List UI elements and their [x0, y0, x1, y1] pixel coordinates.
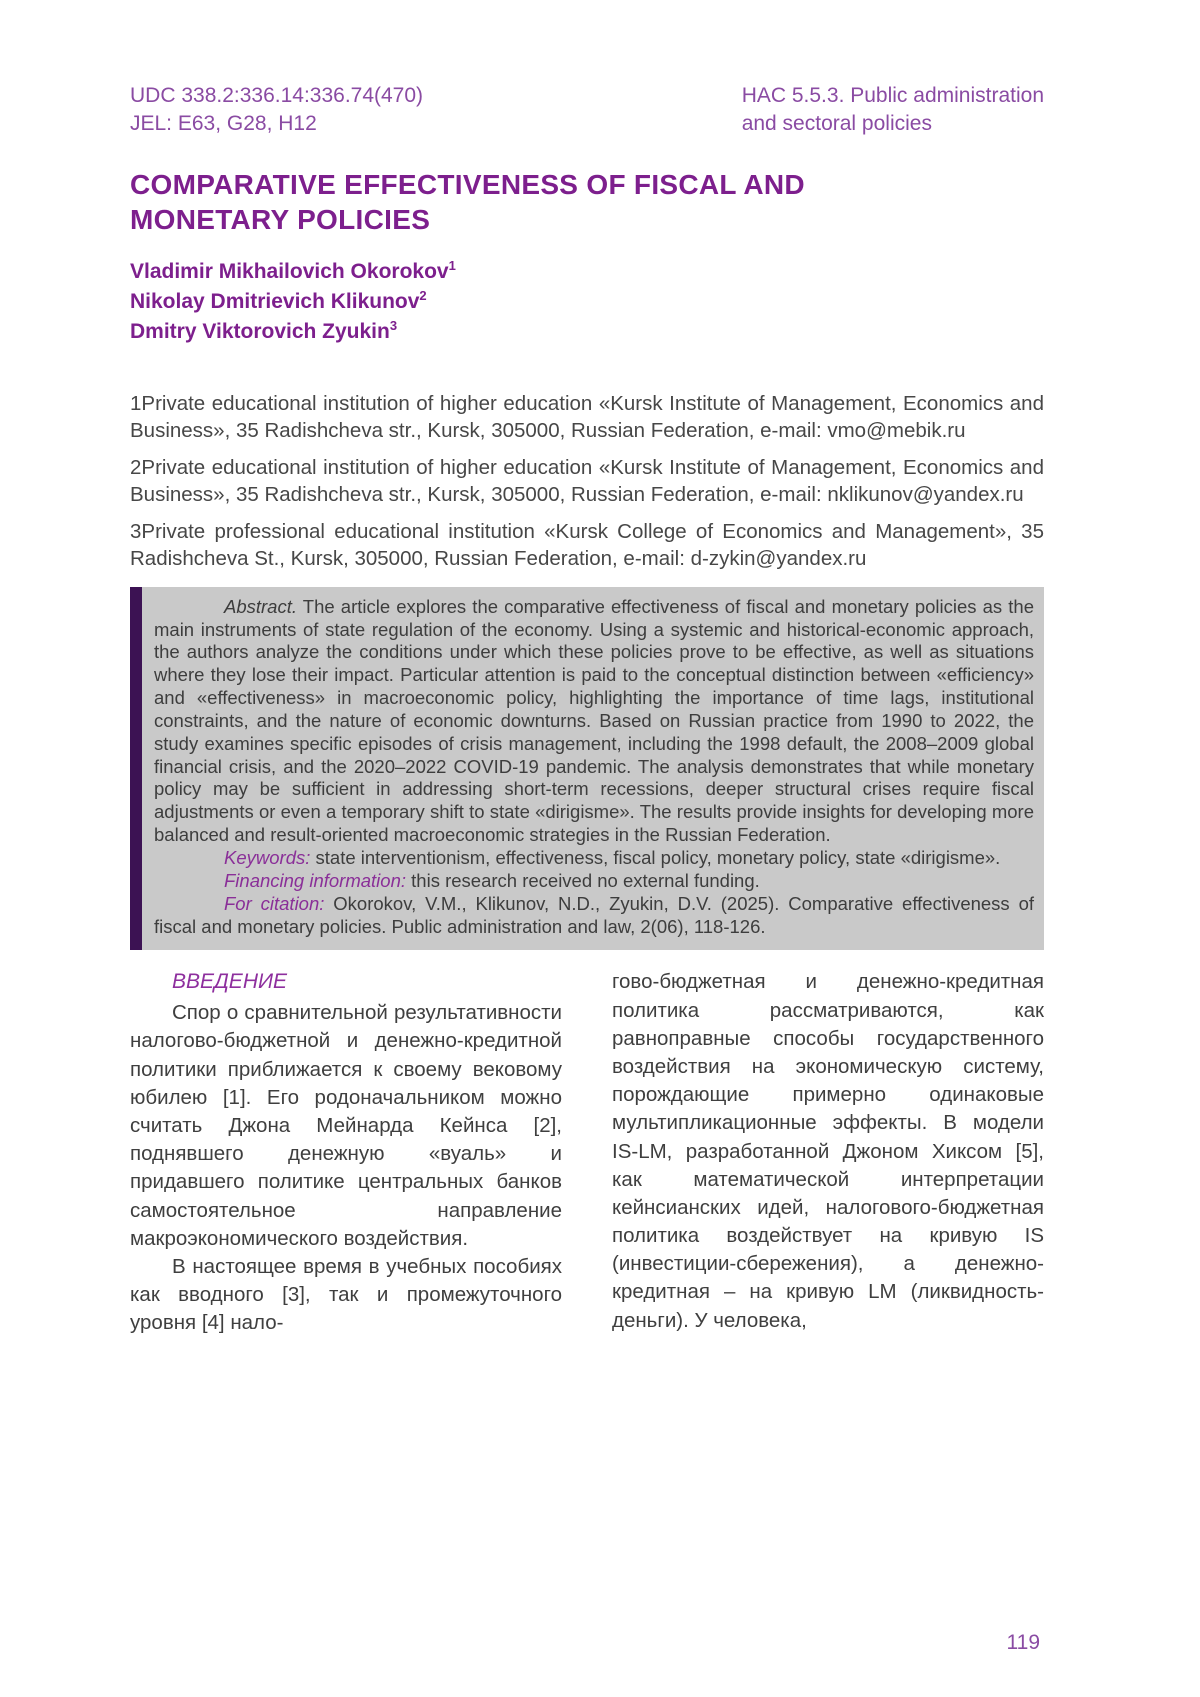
author-name-text: Dmitry Viktorovich Zyukin	[130, 320, 390, 344]
citation-paragraph	[154, 893, 1034, 939]
paper-title: COMPARATIVE EFFECTIVENESS OF FISCAL AND MONETARY POLICIES	[130, 169, 805, 236]
abstract-text: The article explores the comparative effectiveness of fiscal and monetary policies as the main instruments of state regulation of the economy. Using a systemic and historical-economic approach, the authors analyze the conditions under which these policies prove to be effective, as well as situations where they lose their impact. Particular attention is paid to the conceptual distinction between «efficiency» and «effectiveness» in macroeconomic policy, highlighting the importance of time lags, institutional constraints, and the nature of economic downturns. Based on Russian practice from 1990 to 2022, the study examines specific episodes of crisis management, including the 1998 default, the 2008–2009 global financial crisis, and the 2020–2022 COVID-19 pandemic. The analysis demonstrates that while monetary policy may be sufficient in addressing short-term recessions, deeper structural crises require fiscal adjustments or even a temporary shift to state «dirigisme». The results provide insights for developing more balanced and result-oriented macroeconomic strategies in the Russian Federation.	[154, 595, 1035, 846]
author-affiliation-marker: 1	[448, 258, 456, 274]
hac-line-1: HAC 5.5.3. Public administration	[741, 84, 1044, 107]
author-name	[130, 317, 1044, 347]
article-body	[130, 968, 1044, 1337]
citation-text: Okorokov, V.M., Klikunov, N.D., Zyukin, D.V. (2025). Comparative effectiveness of fiscal and monetary policies. Public administration and law, 2(06), 118-126.	[154, 892, 1035, 937]
financing-text: this research received no external funding.	[411, 869, 760, 891]
citation-label: For citation:	[224, 892, 325, 914]
body-paragraph: гово-бюджетная и денежно-кредитная политика рассматриваются, как равноправные способы государственного воздействия на экономическую систему, порождающие примерно одинаковые мультипликационные эффекты. В модели IS-LM, разработанной Джоном Хиксом [5], как математической интерпретации кейнсианских идей, налогового-бюджетная политика воздействует на кривую IS (инвестиции-сбережения), а денежно-кредитная – на кривую LM (ликвидность-деньги). У человека,	[612, 970, 1044, 1332]
keywords-text: state interventionism, effectiveness, fiscal policy, monetary policy, state «dirigisme».	[315, 847, 1001, 868]
author-name-text: Nikolay Dmitrievich Klikunov	[130, 290, 420, 314]
right-column	[612, 968, 1044, 1337]
jel-line: JEL: E63, G28, H12	[130, 111, 317, 135]
keywords-label: Keywords:	[224, 847, 311, 868]
udc-line: UDC 338.2:336.14:336.74(470)	[130, 84, 424, 107]
author-affiliation-marker: 2	[419, 288, 427, 304]
affiliation: 2Private educational institution of higher education «Kursk Institute of Management, Economics and Business», 35 Radishcheva str., Kursk, 305000, Russian Federation, e-mail: nklikunov@yandex.ru	[130, 456, 1044, 506]
author-name	[130, 257, 1044, 287]
header-meta-right	[742, 82, 1044, 137]
author-name	[130, 287, 1044, 317]
affiliation: 1Private educational institution of higher education «Kursk Institute of Management, Economics and Business», 35 Radishcheva str., Kursk, 305000, Russian Federation, e-mail: vmo@mebik.ru	[130, 391, 1044, 442]
author-affiliation-marker: 3	[389, 318, 398, 334]
abstract-paragraph	[154, 596, 1034, 847]
header-meta	[130, 82, 1044, 137]
header-meta-left	[130, 82, 423, 137]
left-column	[130, 968, 562, 1337]
authors-list	[130, 257, 1044, 346]
body-paragraph: В настоящее время в учебных пособиях как вводного [3], так и промежуточного уровня [4] нало-	[130, 1254, 562, 1335]
abstract-block	[130, 587, 1044, 951]
page-content	[130, 82, 1044, 1338]
author-name-text: Vladimir Mikhailovich Okorokov	[130, 260, 449, 284]
keywords-paragraph	[154, 847, 1034, 870]
affiliations-block	[130, 391, 1044, 573]
abstract-label: Abstract.	[224, 595, 297, 617]
financing-label: Financing information:	[224, 869, 407, 891]
financing-paragraph	[154, 870, 1034, 893]
section-heading-introduction: ВВЕДЕНИЕ	[172, 970, 288, 994]
affiliation: 3Private professional educational institution «Kursk College of Economics and Management», 35 Radishcheva St., Kursk, 305000, Russian Federation, e-mail: d-zykin@yandex.ru	[130, 520, 1044, 571]
hac-line-2: and sectoral policies	[741, 111, 932, 135]
page-number: 119	[1006, 1631, 1040, 1654]
body-paragraph: Спор о сравнительной результативности налогово-бюджетной и денежно-кредитной политики приближается к своему вековому юбилею [1]. Его родоначальником можно считать Джона Мейнарда Кейнса [2], поднявшего денежную «вуаль» и придавшего политике центральных банков самостоятельное направление макроэкономического воздействия.	[130, 1001, 562, 1250]
